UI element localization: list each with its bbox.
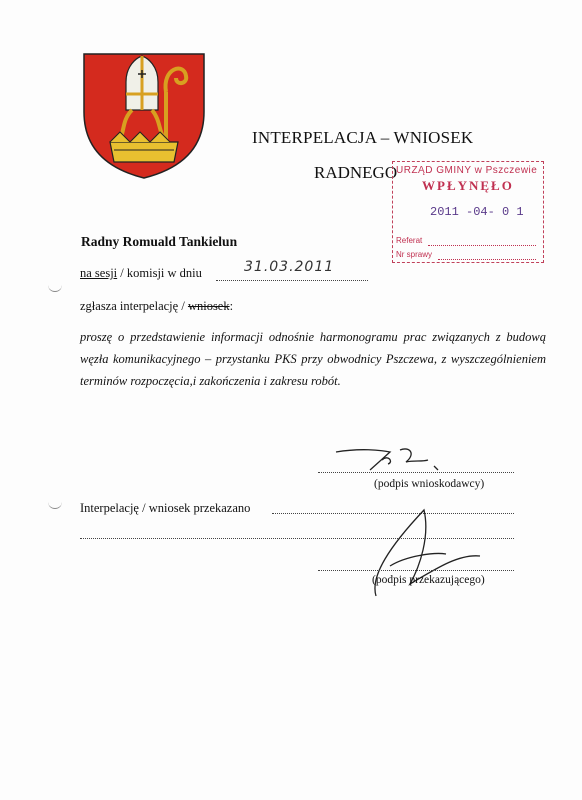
stamp-referat-label: Referat [396,236,423,245]
document-subtitle: RADNEGO [314,163,398,182]
stamp-date: 2011 -04- 0 1 [430,205,524,219]
forwarded-label: Interpelację / wniosek przekazano [80,501,251,515]
stamp-referat-line [428,245,536,246]
session-date-line [216,280,368,281]
session-line [80,266,202,281]
document-title: INTERPELACJA – WNIOSEK [252,128,474,147]
stamp-office-name: URZĄD GMINY w Pszczewie [396,165,538,176]
session-prefix: na sesji [80,266,118,280]
stamp-nr-sprawy-label: Nr sprawy [396,250,433,259]
forwarder-signature-label: (podpis przekazującego) [372,574,485,586]
forwarder-signature [350,506,490,602]
punch-hole-mark [48,500,62,509]
struck-word: wniosek [187,299,230,313]
request-body: proszę o przedstawienie informacji odnośnie harmonogramu prac związanych z budową węzła komunikacyjnego – przystanku PKS przy obwodnicy Pszczewa, z wyszczególnieniem terminów rozpoczęcia,i zakończenia i zakresu robót. [80,330,546,388]
submission-line [80,299,233,314]
session-middle: / komisji w dniu [117,266,202,280]
forwarder-signature-line [318,570,514,571]
applicant-signature-line [318,472,514,473]
stamp-nr-sprawy-line [438,259,536,260]
coat-of-arms-logo [80,52,208,180]
handwritten-date: 31.03.2011 [244,259,335,275]
applicant-signature [330,440,450,474]
submission-text: zgłasza interpelację / [80,299,188,313]
councillor-name: Radny Romuald Tankielun [81,234,238,249]
received-stamp [392,161,542,261]
applicant-signature-label: (podpis wnioskodawcy) [374,478,485,490]
submission-colon: : [229,299,234,313]
stamp-received-label: WPŁYNĘŁO [422,178,514,193]
punch-hole-mark [48,283,62,292]
